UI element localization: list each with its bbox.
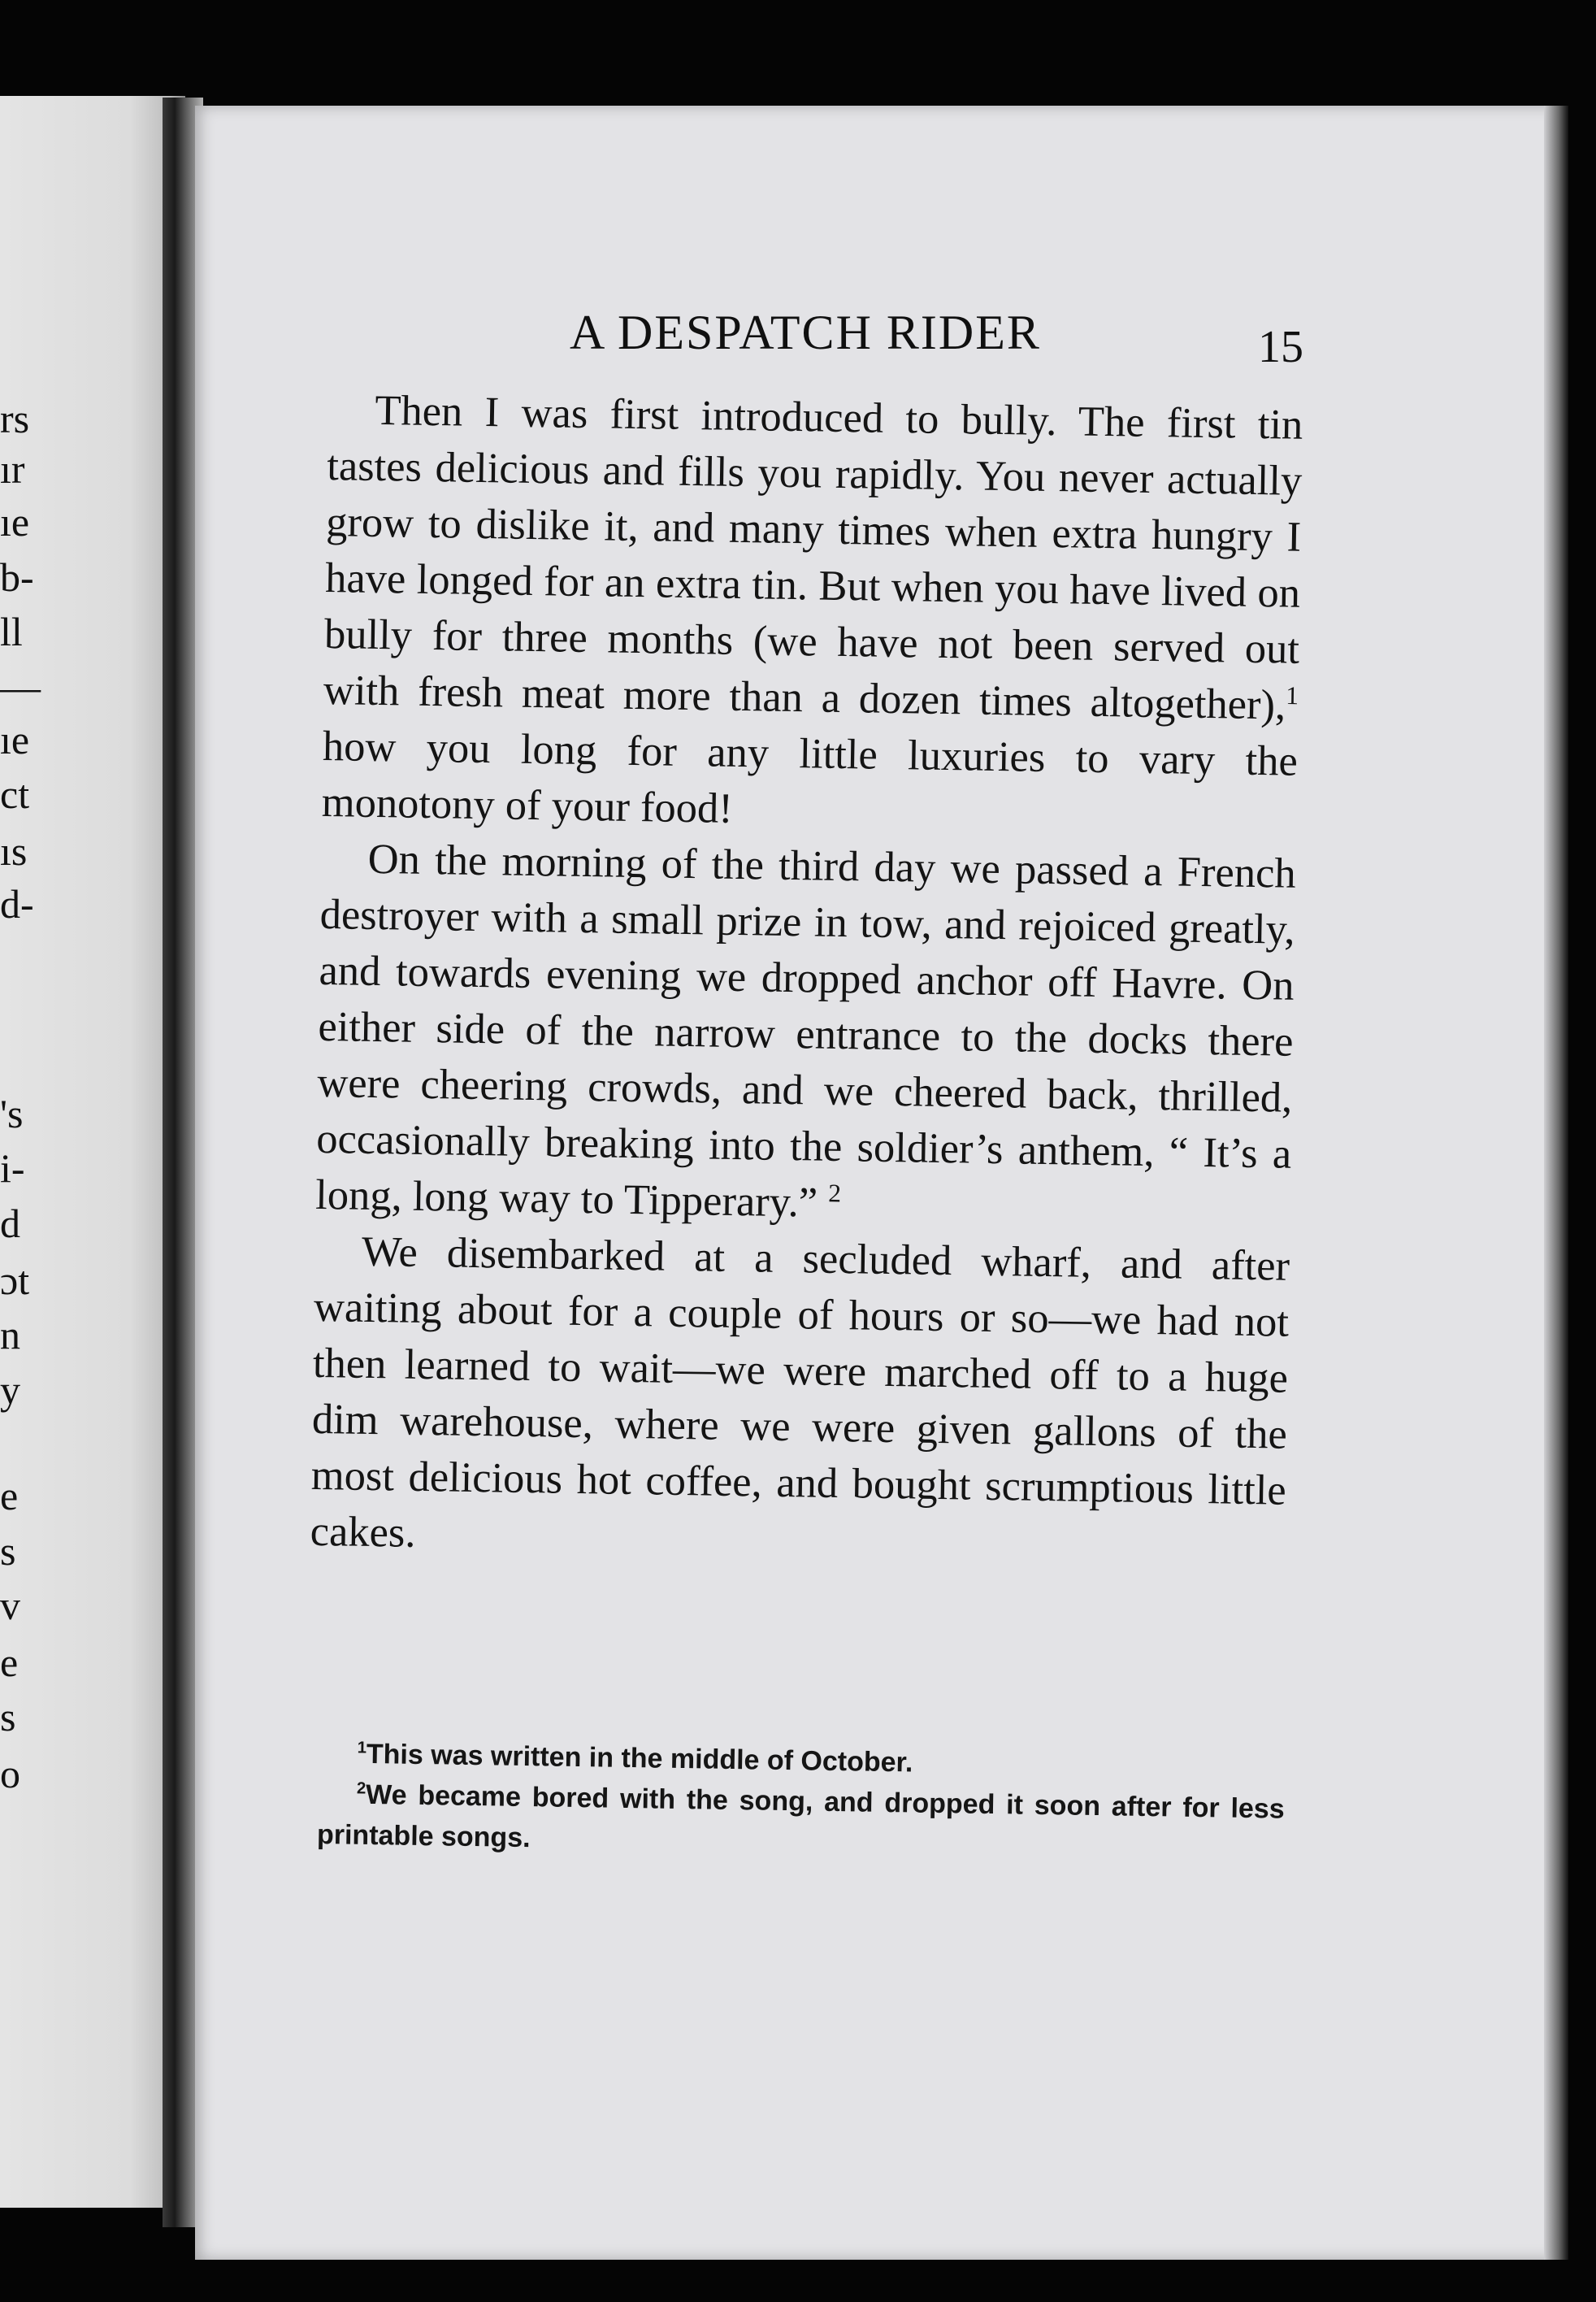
facing-page-fragment: ır bbox=[0, 446, 25, 492]
facing-page-fragment: e bbox=[0, 1473, 19, 1518]
footnote-reference: 1 bbox=[1286, 681, 1299, 710]
footnote bbox=[317, 1774, 1285, 1870]
paragraph-text: how you long for any little luxuries to vary the monotony of your food! bbox=[321, 722, 1299, 832]
footnotes bbox=[317, 1733, 1286, 1870]
facing-page-fragment: ıs bbox=[0, 828, 28, 874]
facing-page-fragment: rs bbox=[0, 396, 30, 441]
facing-page-fragment: ct bbox=[0, 771, 30, 817]
facing-page-fragment: e bbox=[0, 1640, 19, 1685]
facing-page-fragment: s bbox=[0, 1694, 16, 1740]
facing-page-fragment: v bbox=[0, 1583, 20, 1628]
footnote-text: This was written in the middle of October. bbox=[366, 1738, 913, 1779]
facing-page-fragment: — bbox=[0, 664, 41, 710]
page-number: 15 bbox=[1258, 322, 1303, 372]
facing-page-fragment: b- bbox=[0, 554, 34, 600]
facing-page bbox=[0, 96, 185, 2208]
facing-page-fragment: o bbox=[0, 1751, 20, 1796]
facing-page-fragment: ɔt bbox=[0, 1257, 30, 1303]
paragraph-text: Then I was first introduced to bully. The first tin tastes delicious and fills you rapidly. You never actually grow to dislike it, and many times when extra hungry I have longed for an extra tin. But when you have lived on bully for three months (we have not been served out with fresh meat more than a dozen times altogether), bbox=[323, 386, 1303, 729]
footnote-mark: 2 bbox=[356, 1779, 366, 1798]
facing-page-fragment: d- bbox=[0, 881, 34, 927]
paragraph-text: We disembarked at a secluded wharf, and after waiting about for a couple of hours or so—we had not then learned to wait—we were marched off to a huge dim warehouse, where we were given gallons of the most delicious hot coffee, and bought scrumptious little cakes. bbox=[310, 1227, 1290, 1557]
paragraph bbox=[310, 1223, 1290, 1575]
footnote-mark: 1 bbox=[357, 1739, 367, 1757]
running-head: A DESPATCH RIDER bbox=[570, 306, 1041, 359]
facing-page-fragment: d bbox=[0, 1201, 20, 1246]
paragraph-text: On the morning of the third day we passed a French destroyer with a small prize in tow, and rejoiced greatly, and towards evening we dropped anchor off Havre. On either side of the narrow entrance to the docks there were cheering crowds, and we cheered back, thrilled, occasionally breaking into the soldier’s anthem, “ It’s a long, long way to Tipperary.” bbox=[314, 835, 1297, 1227]
facing-page-fragment: n bbox=[0, 1312, 20, 1357]
paragraph bbox=[315, 831, 1296, 1239]
facing-page-fragment: ıe bbox=[0, 499, 30, 545]
footnote-reference: 2 bbox=[828, 1179, 842, 1208]
page-edge bbox=[1544, 106, 1568, 2260]
paragraph bbox=[321, 382, 1303, 846]
facing-page-fragment: s bbox=[0, 1528, 16, 1574]
facing-page-fragment: 's bbox=[0, 1091, 24, 1136]
facing-page-fragment: ll bbox=[0, 609, 23, 654]
footnote-text: We became bored with the song, and dropped it soon after for less printable songs. bbox=[316, 1779, 1285, 1854]
facing-page-fragment: i- bbox=[0, 1145, 25, 1191]
body-text bbox=[310, 382, 1303, 1575]
facing-page-fragment: ıe bbox=[0, 717, 30, 762]
facing-page-fragment: y bbox=[0, 1367, 20, 1413]
